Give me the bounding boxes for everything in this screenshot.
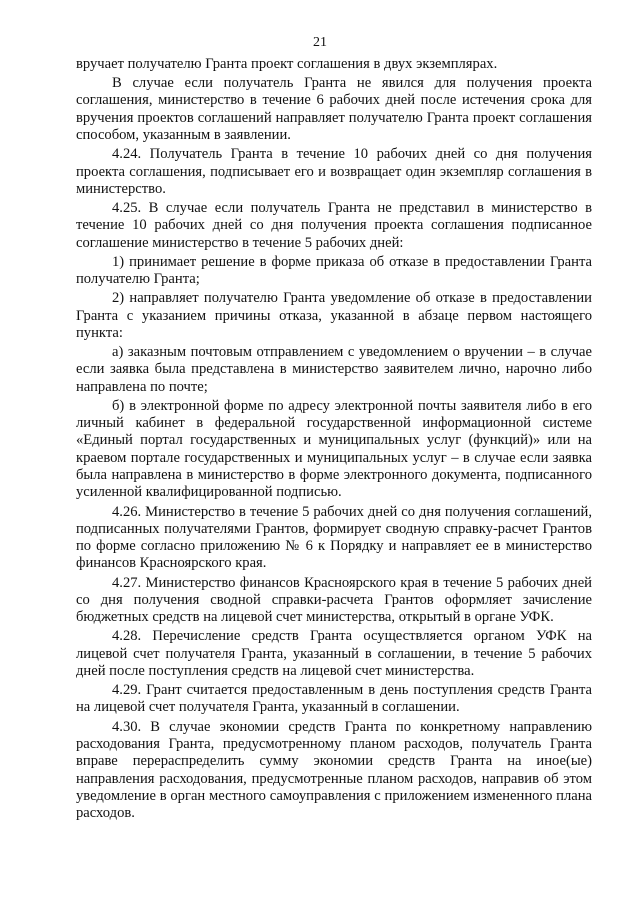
paragraph-continuation: вручает получателю Гранта проект соглашения в двух экземплярах.	[76, 56, 498, 72]
paragraph-4-25-item-1: 1) принимает решение в форме приказа об отказе в предоставлении Гранта получателю Гранта;	[76, 253, 592, 288]
body-text	[76, 56, 592, 824]
paragraph-4-25-item-a: а) заказным почтовым отправлением с уведомлением о вручении – в случае если заявка была представлена в министерство заявителем лично, нарочно либо направлена по почте;	[76, 344, 592, 395]
paragraph-4-28: 4.28. Перечисление средств Гранта осуществляется органом УФК на лицевой счет получателя Гранта, указанный в соглашении, в течение 5 рабочих дней после поступления средств на лицевой счет министерства.	[76, 628, 592, 679]
paragraph-4-25: 4.25. В случае если получатель Гранта не представил в министерство в течение 10 рабочих дней со дня получения проекта соглашения подписанное соглашение министерство в течение 5 рабочих дней:	[76, 200, 592, 251]
paragraph-4-29: 4.29. Грант считается предоставленным в день поступления средств Гранта на лицевой счет получателя Гранта, указанный в соглашении.	[76, 682, 592, 716]
paragraph-4-27: 4.27. Министерство финансов Красноярского края в течение 5 рабочих дней со дня получения сводной справки-расчета Грантов оформляет зачисление бюджетных средств на лицевой счет министерства, открытый в органе УФК.	[76, 574, 592, 626]
paragraph-no-show: В случае если получатель Гранта не явился для получения проекта соглашения, министерство в течение 6 рабочих дней после истечения срока для вручения проектов соглашений направляет получателю Гранта проект соглашения способом, указанным в заявлении.	[76, 75, 592, 144]
page-number: 21	[313, 35, 327, 50]
paragraph-4-25-item-2: 2) направляет получателю Гранта уведомление об отказе в предоставлении Гранта с указанием причины отказа, указанной в абзаце первом настоящего пункта:	[76, 290, 592, 341]
paragraph-4-26: 4.26. Министерство в течение 5 рабочих дней со дня получения соглашений, подписанных получателями Грантов, формирует сводную справку-расчет Грантов по форме согласно приложению № 6 к Порядку и направляет ее в министерство финансов Красноярского края.	[76, 503, 592, 572]
paragraph-4-30: 4.30. В случае экономии средств Гранта по конкретному направлению расходования Гранта, предусмотренному планом расходов, получатель Гранта вправе перераспределить сумму экономии средств Гранта на иное(ые) направления расходования, предусмотренные планом расходов, направив об этом уведомление в орган местного самоуправления с приложением измененного плана расходов.	[76, 718, 592, 822]
paragraph-4-24: 4.24. Получатель Гранта в течение 10 рабочих дней со дня получения проекта соглашения, подписывает его и возвращает один экземпляр соглашения в министерство.	[76, 146, 592, 197]
paragraph-4-25-item-b: б) в электронной форме по адресу электронной почты заявителя либо в его личный кабинет в федеральной государственной информационной системе «Единый портал государственных и муниципальных услуг (функций)» или на краевом портале государственных и муниципальных услуг – в случае если заявка была направлена в министерство в форме электронного документа, подписанного усиленной квалифицированной подписью.	[76, 397, 592, 501]
